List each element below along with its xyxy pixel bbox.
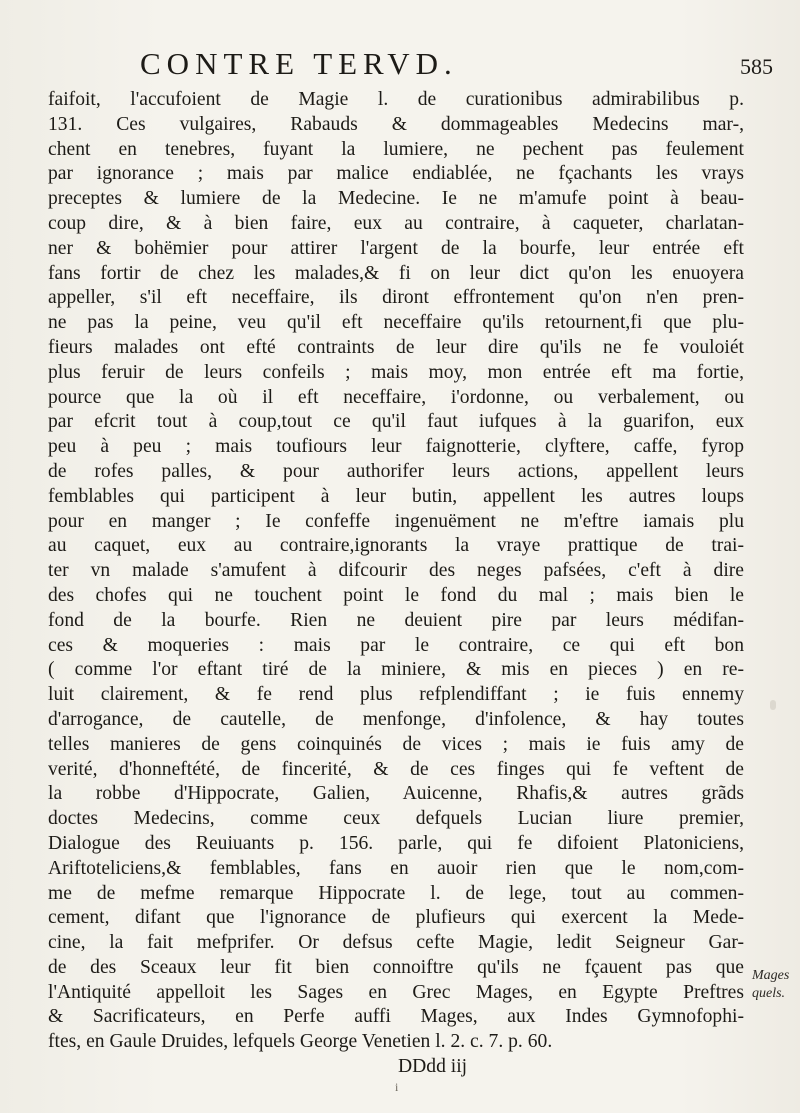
text-line: ( comme l'or eftant tiré de la miniere, & mis en pieces ) en re-	[48, 659, 744, 681]
running-head: CONTRE TERVD.	[140, 46, 458, 81]
text-line: fieurs malades ont efté contraints de leur dire qu'ils ne fe vouloiét	[48, 336, 744, 358]
text-line: chent en tenebres, fuyant la lumiere, ne pechent pas feulement	[48, 138, 744, 160]
text-line: ne pas la peine, veu qu'il eft neceffaire qu'ils retournent,fi que plu-	[48, 312, 744, 334]
text-line: pource que la où il eft neceffaire, i'ordonne, ou verbalement, ou	[48, 386, 744, 408]
text-line: appeller, s'il eft neceffaire, ils diront effrontement qu'on n'en pren-	[48, 287, 744, 309]
page-number: 585	[740, 54, 773, 79]
text-line: telles manieres de gens coinquinés de vices ; mais ie fuis amy de	[48, 733, 744, 755]
text-line: la robbe d'Hippocrate, Galien, Auicenne, Rhafis,& autres grãds	[48, 783, 744, 805]
text-line: peu à peu ; mais toufiours leur faignotterie, clyftere, caffe, fyrop	[48, 436, 744, 458]
text-line: de des Sceaux leur fit bien connoiftre qu'ils ne fçauent pas que	[48, 956, 744, 978]
footer-mark: i	[395, 1080, 399, 1094]
signature-mark: DDdd iij	[398, 1056, 468, 1078]
text-line: plus feruir de leurs confeils ; mais moy, mon entrée eft ma fortie,	[48, 361, 744, 383]
text-line: fans fortir de chez les malades,& fi on leur dict qu'on les enuoyera	[48, 262, 744, 284]
text-line: par ignorance ; mais par malice endiablée, ne fçachants les vrays	[48, 163, 744, 185]
text-line: luit clairement, & fe rend plus refplendiffant ; ie fuis ennemy	[48, 684, 744, 706]
body-text	[48, 88, 744, 1080]
text-line: fond de la bourfe. Rien ne deuient pire par leurs médifan-	[48, 609, 744, 631]
text-line: ner & bohëmier pour attirer l'argent de la bourfe, leur entrée eft	[48, 237, 744, 259]
text-line: coup dire, & à bien faire, eux au contraire, à caqueter, charlatan-	[48, 212, 744, 234]
text-line: au caquet, eux au contraire,ignorants la vraye prattique de trai-	[48, 535, 744, 557]
text-line: preceptes & lumiere de la Medecine. Ie ne m'amufe point à beau-	[48, 188, 744, 210]
text-line: ftes, en Gaule Druides, lefquels George Venetien l. 2. c. 7. p. 60.	[48, 1031, 553, 1053]
margin-note-quels: quels.	[752, 986, 786, 1001]
margin-note-mages: Mages	[752, 968, 790, 983]
text-line: ces & moqueries : mais par le contraire, ce qui eft bon	[48, 634, 744, 656]
text-line: des chofes qui ne touchent point le fond du mal ; mais bien le	[48, 584, 744, 606]
text-line: par efcrit tout à coup,tout ce qu'il faut iufques à la guarifon, eux	[48, 411, 744, 433]
text-line: de rofes palles, & pour authorifer leurs actions, appellent leurs	[48, 460, 744, 482]
page-header	[0, 46, 800, 86]
text-line: femblables qui participent à leur butin, appellent les autres loups	[48, 485, 744, 507]
text-line: d'arrogance, de cautelle, de menfonge, d'infolence, & hay toutes	[48, 708, 744, 730]
text-line: 131. Ces vulgaires, Rabauds & dommageables Medecins mar-,	[48, 113, 744, 135]
text-line: & Sacrificateurs, en Perfe auffi Mages, aux Indes Gymnofophi-	[48, 1006, 744, 1028]
text-line: faifoit, l'accufoient de Magie l. de curationibus admirabilibus p.	[48, 89, 744, 110]
text-line: pour en manger ; Ie confeffe ingenuëment ne m'eftre iamais plu	[48, 510, 744, 532]
text-line: doctes Medecins, comme ceux defquels Lucian liure premier,	[48, 808, 744, 830]
paper-stain	[770, 700, 776, 710]
text-line: cine, la fait mefprifer. Or defsus cefte Magie, ledit Seigneur Gar-	[48, 932, 744, 954]
text-line: Dialogue des Reuiuants p. 156. parle, qui fe difoient Platoniciens,	[48, 832, 744, 854]
text-line: cement, difant que l'ignorance de plufieurs qui exercent la Mede-	[48, 907, 744, 929]
text-line: l'Antiquité appelloit les Sages en Grec Mages, en Egypte Preftres	[48, 981, 744, 1003]
text-line: me de mefme remarque Hippocrate l. de lege, tout au commen-	[48, 882, 744, 904]
text-line: ter vn malade s'amufent à difcourir des neges pafsées, c'eft à dire	[48, 560, 744, 582]
text-line: Ariftoteliciens,& femblables, fans en auoir rien que le nom,com-	[48, 857, 744, 879]
text-line: verité, d'honneftété, de fincerité, & de ces finges qui fe veftent de	[48, 758, 744, 780]
